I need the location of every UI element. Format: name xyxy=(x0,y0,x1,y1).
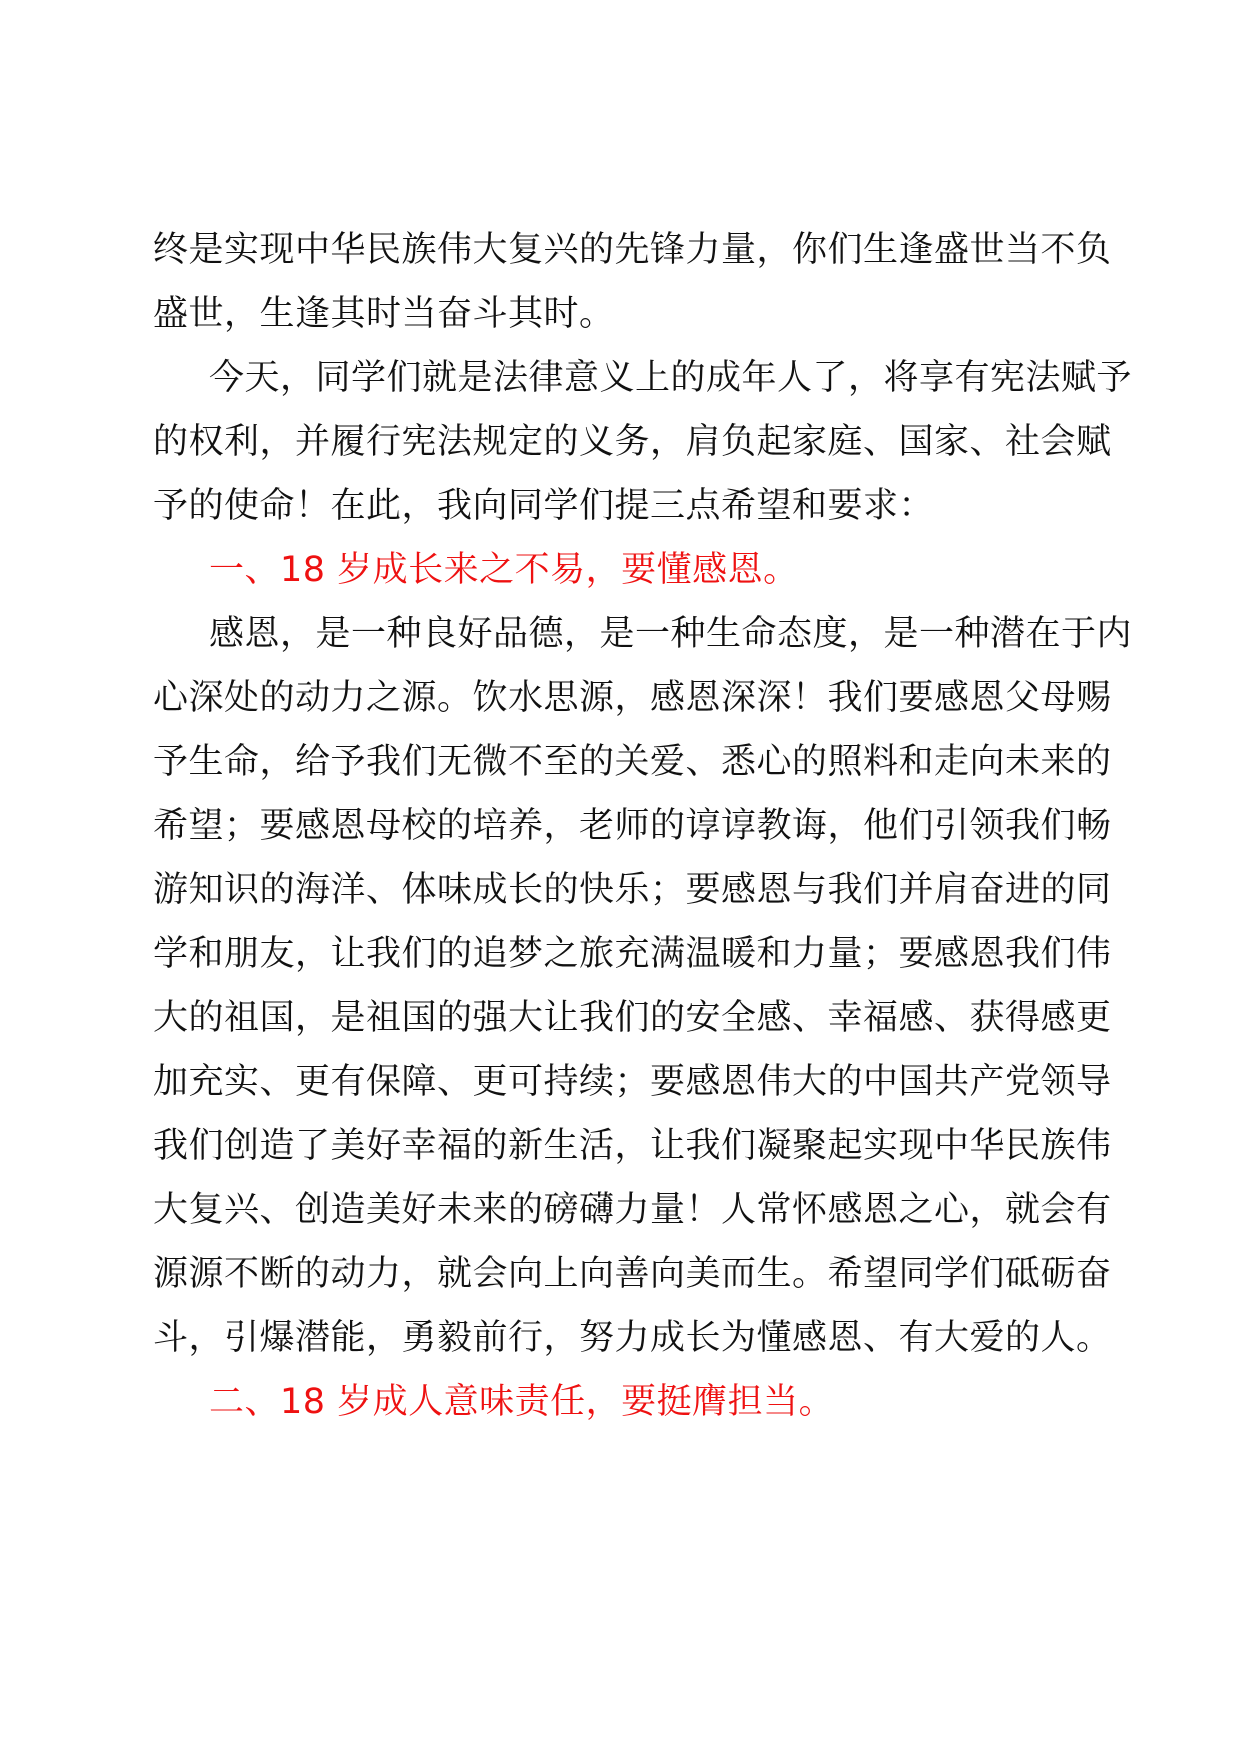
section-heading-1: 一、18 岁成长来之不易，要懂感恩。 xyxy=(209,550,799,590)
body-text-line: 我们创造了美好幸福的新生活，让我们凝聚起实现中华民族伟 xyxy=(153,1126,1112,1166)
body-text-line: 的权利，并履行宪法规定的义务，肩负起家庭、国家、社会赋 xyxy=(153,422,1112,462)
body-text-line: 予的使命！在此，我向同学们提三点希望和要求： xyxy=(153,486,935,526)
body-text-line: 希望；要感恩母校的培养，老师的谆谆教诲，他们引领我们畅 xyxy=(153,806,1112,846)
section-heading-2: 二、18 岁成人意味责任，要挺膺担当。 xyxy=(209,1382,835,1422)
body-text-line: 游知识的海洋、体味成长的快乐；要感恩与我们并肩奋进的同 xyxy=(153,870,1112,910)
body-text-line: 终是实现中华民族伟大复兴的先锋力量，你们生逢盛世当不负 xyxy=(153,230,1112,270)
body-text-line: 盛世，生逢其时当奋斗其时。 xyxy=(153,294,615,334)
body-text-line: 大复兴、创造美好未来的磅礴力量！人常怀感恩之心，就会有 xyxy=(153,1190,1112,1230)
body-text-line: 斗，引爆潜能，勇毅前行，努力成长为懂感恩、有大爱的人。 xyxy=(153,1318,1112,1358)
body-text-line: 学和朋友，让我们的追梦之旅充满温暖和力量；要感恩我们伟 xyxy=(153,934,1112,974)
body-text-line: 加充实、更有保障、更可持续；要感恩伟大的中国共产党领导 xyxy=(153,1062,1112,1102)
body-text-line: 源源不断的动力，就会向上向善向美而生。希望同学们砥砺奋 xyxy=(153,1254,1112,1294)
body-text-line: 心深处的动力之源。饮水思源，感恩深深！我们要感恩父母赐 xyxy=(153,678,1112,718)
body-text-line: 大的祖国，是祖国的强大让我们的安全感、幸福感、获得感更 xyxy=(153,998,1112,1038)
document-body xyxy=(153,218,1133,1434)
body-text-line: 予生命，给予我们无微不至的关爱、悉心的照料和走向未来的 xyxy=(153,742,1112,782)
paragraph-start-line: 今天，同学们就是法律意义上的成年人了，将享有宪法赋予 xyxy=(209,358,1133,398)
paragraph-start-line: 感恩，是一种良好品德，是一种生命态度，是一种潜在于内 xyxy=(209,614,1133,654)
